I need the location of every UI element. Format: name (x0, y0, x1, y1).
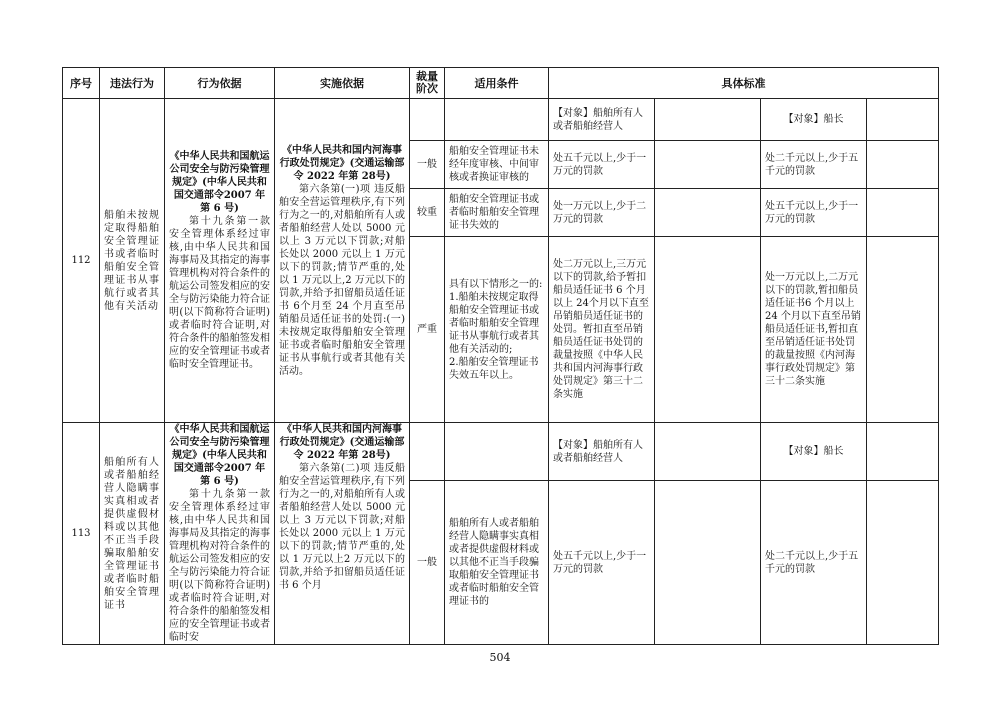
object-b: 【对象】船长 (761, 423, 867, 481)
impl-title: 《中华人民共和国内河海事行政处罚规定》(交通运输部令 2022 年第 28号) (279, 144, 405, 182)
tier-cell-empty (410, 99, 445, 141)
table-row (63, 99, 939, 141)
blank-cell (867, 189, 939, 237)
basis-cell (165, 99, 275, 423)
seq-cell: 112 (63, 99, 100, 423)
blank-cell (867, 481, 939, 645)
basis-title: 《中华人民共和国航运公司安全与防污染管理规定》(中华人民共和国交通部令2007 年第 6 号) (169, 424, 270, 487)
header-violation: 违法行为 (100, 68, 165, 99)
table-row (63, 423, 939, 481)
blank-cell (867, 423, 939, 481)
impl-title: 《中华人民共和国内河海事行政处罚规定》(交通运输部令 2022 年第 28号) (279, 424, 405, 461)
blank-cell (655, 99, 761, 141)
impl-body: 第六条第(二)项 违反船舶安全营运管理秩序,有下列行为之一的,对船舶所有人或者船舶经营人处以 5000 元以上 3 万元以下罚款;对船长处以 2000 元以上 1 万元以下的罚款;情节严重的,处以 1 万元以上2 万元以下的罚款,并给予扣留船员适任证书 6 个月 (279, 463, 405, 591)
header-seq: 序号 (63, 68, 100, 99)
standard-b-cell: 处二千元以上,少于五千元的罚款 (761, 481, 867, 645)
blank-cell (867, 141, 939, 189)
standard-a-cell: 处二万元以上,三万元以下的罚款,给予暂扣船员适任证书 6 个月以上 24个月以下直至吊销船员适任证书的处罚。暂扣直至吊销船员适任证书处罚的裁量按照《中华人民共和国内河海事行政处罚规定》第三十二条实施 (549, 237, 655, 423)
blank-cell (655, 141, 761, 189)
object-a: 【对象】船舶所有人或者船舶经营人 (549, 99, 655, 141)
cond-cell-empty (445, 99, 549, 141)
basis-body: 第十九条第一款 安全管理体系经过审核,由中华人民共和国海事局及其指定的海事管理机构对符合条件的航运公司签发相应的安全与防污染能力符合证明(以下简称符合证明)或者临时符合证明,对符合条件的船舶签发相应的安全管理证书或者临时安 (169, 489, 270, 643)
header-cond: 适用条件 (445, 68, 549, 99)
basis-cell (165, 423, 275, 645)
page-number: 504 (489, 651, 511, 664)
header-impl: 实施依据 (275, 68, 410, 99)
impl-body: 第六条第(一)项 违反船舶安全营运管理秩序,有下列行为之一的,对船舶所有人或者船舶经营人处以 5000 元以上 3 万元以下罚款;对船长处以 2000 元以上 1 万元以下的罚款;情节严重的,处以 1 万元以上,2 万元以下的罚款,并给予扣留船员适任证书 6个月至 24 个月直至吊销船员适任证书的处罚:(一)未按规定取得船舶安全管理证书或者临时船舶安全管理证书从事航行或者其他有关活动。 (279, 183, 405, 377)
blank-cell (655, 481, 761, 645)
standard-a-cell: 处五千元以上,少于一万元的罚款 (549, 141, 655, 189)
violation-cell: 船舶未按规定取得船舶安全管理证书或者临时船舶安全管理证书从事航行或者其他有关活动 (100, 99, 165, 423)
blank-cell (655, 189, 761, 237)
standard-b-cell: 处一万元以上,二万元以下的罚款,暂扣船员适任证书6 个月以上 24 个月以下直至吊销船员适任证书,暂扣直至吊销适任证书处罚的裁量按照《内河海事行政处罚规定》第三十二条实施 (761, 237, 867, 423)
condition-cell: 船舶安全管理证书未经年度审核、中间审核或者换证审核的 (445, 141, 549, 189)
blank-cell (867, 99, 939, 141)
header-row (63, 68, 939, 99)
standard-b-cell: 处五千元以上,少于一万元的罚款 (761, 189, 867, 237)
standard-b-cell: 处二千元以上,少于五千元的罚款 (761, 141, 867, 189)
header-basis: 行为依据 (165, 68, 275, 99)
blank-cell (655, 423, 761, 481)
basis-body: 第十九条第一款 安全管理体系经过审核,由中华人民共和国海事局及其指定的海事管理机构对符合条件的航运公司签发相应的安全与防污染能力符合证明(以下简称符合证明)或者临时符合证明,对符合条件的船舶签发相应的安全管理证书或者临时安全管理证书。 (169, 216, 270, 370)
impl-cell (275, 99, 410, 423)
seq-cell: 113 (63, 423, 100, 645)
penalty-standard-table (62, 67, 939, 645)
tier-cell-empty (410, 423, 445, 481)
header-standard: 具体标准 (549, 68, 939, 99)
object-b: 【对象】船长 (761, 99, 867, 141)
cond-cell-empty (445, 423, 549, 481)
tier-cell: 较重 (410, 189, 445, 237)
standard-a-cell: 处一万元以上,少于二万元的罚款 (549, 189, 655, 237)
blank-cell (867, 237, 939, 423)
tier-cell: 一般 (410, 141, 445, 189)
standard-a-cell: 处五千元以上,少于一万元的罚款 (549, 481, 655, 645)
condition-cell: 船舶所有人或者船舶经营人隐瞒事实真相或者提供虚假材料或以其他不正当手段骗取船舶安全管理证书或者临时船舶安全管理证书的 (445, 481, 549, 645)
tier-cell: 一般 (410, 481, 445, 645)
object-a: 【对象】船舶所有人或者船舶经营人 (549, 423, 655, 481)
tier-cell: 严重 (410, 237, 445, 423)
impl-cell (275, 423, 410, 645)
condition-cell: 具有以下情形之一的: 1.船舶未按规定取得船舶安全管理证书或者临时船舶安全管理证书从事航行或者其他有关活动的; 2.船舶安全管理证书失效五年以上。 (445, 237, 549, 423)
violation-cell: 船舶所有人或者船舶经营人隐瞒事实真相或者提供虚假材料或以其他不正当手段骗取船舶安全管理证书或者临时船舶安全管理证书 (100, 423, 165, 645)
blank-cell (655, 237, 761, 423)
condition-cell: 船舶安全管理证书或者临时船舶安全管理证书失效的 (445, 189, 549, 237)
header-tier: 裁量阶次 (410, 68, 445, 99)
basis-title: 《中华人民共和国航运公司安全与防污染管理规定》(中华人民共和国交通部令2007 年第 6 号) (169, 151, 270, 214)
